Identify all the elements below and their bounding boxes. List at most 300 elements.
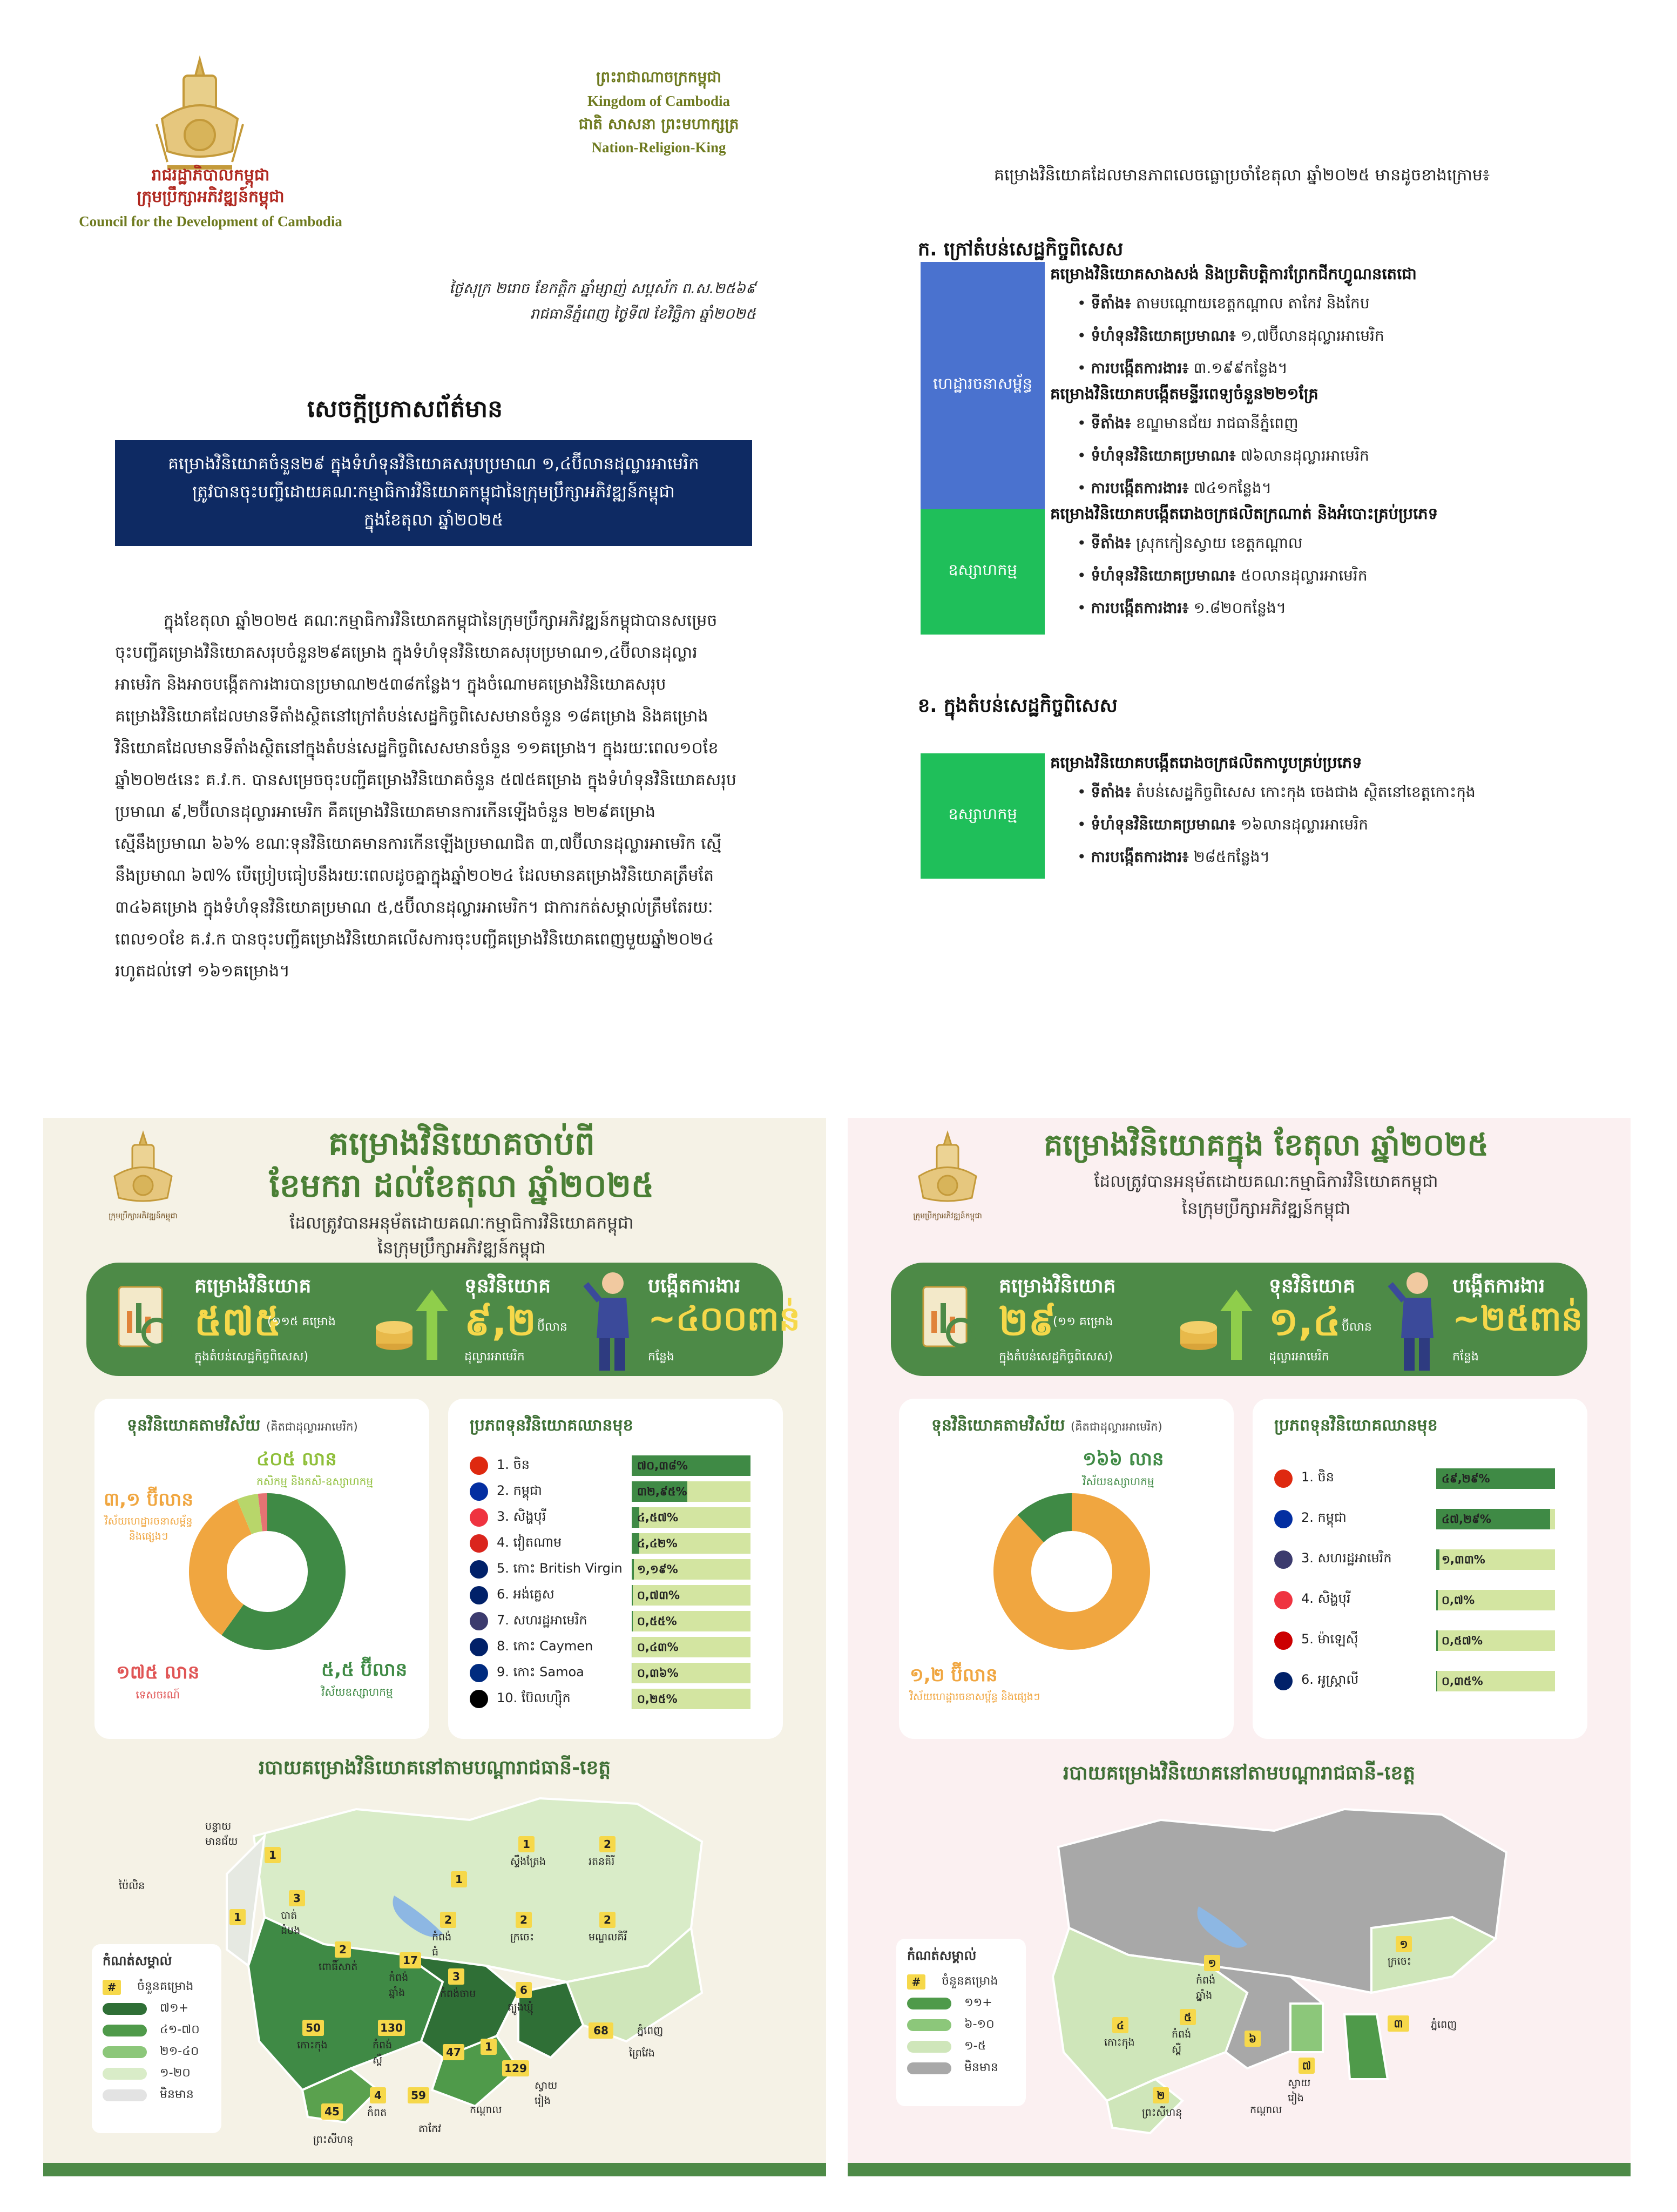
infographic-title-line1: គម្រោងវិនិយោគចាប់ពី [328,1125,595,1163]
body-line: ស្មើនឹងប្រមាណ ៦៦% ខណៈទុនវិនិយោគមានការកើនឡើងប្រមាណជិត ៣,៧ប៊ីលានដុល្លារអាមេរិក ស្មើ [115,834,722,853]
infographic-subtitle-2: នៃក្រុមប្រឹក្សាអភិវឌ្ឍន៍កម្ពុជា [1182,1199,1350,1218]
legend-tag-icon: # [907,1974,925,1990]
project-capital: • ទំហំទុនវិនិយោគប្រមាណ៖ ១៦លានដុល្លារអាមេរិក [1077,815,1368,833]
projects-b-list [1050,753,1622,873]
kingdom-name-kh: ព្រះរាជាណាចក្រកម្ពុជា [596,68,721,86]
sector-unit: (គិតជាដុល្លារអាមេរិក) [266,1420,358,1433]
value-capital: ៧៦លានដុល្លារអាមេរិក [1240,447,1369,464]
value-jobs: ៧៤១កន្លែង។ [1193,479,1272,497]
legend-swatch [103,2068,147,2080]
legend-tag-icon: # [103,1980,121,1995]
sector-card-title [931,1415,1162,1439]
legend-row [103,2020,221,2041]
sector-card-title [127,1415,358,1439]
cambodia-province-map [1020,1798,1539,2144]
share-bar-track [632,1611,750,1631]
legend-label: ចំនួនគម្រោង [942,1974,998,1988]
ranking-title: ប្រភពទុនវិនិយោគឈានមុខ [470,1416,633,1435]
province-name: កំពង់ស្ពឺ [373,2039,393,2066]
body-line: រហូតដល់ទៅ ១៦១គម្រោង។ [115,962,290,981]
body-line: អាមេរិក និងអាចបង្កើតការងារបានប្រមាណ២៥៣៨កន្លែង។ ក្នុងចំណោមគម្រោងវិនិយោគសរុប [115,675,666,694]
jobs-value: ~៤០០ពាន់ [648,1299,801,1338]
capital-label: ទុនវិនិយោគ [464,1275,551,1297]
legend-swatch [103,2003,147,2015]
country-flag-icon [470,1586,488,1604]
body-line: ពេល១០ខែ គ.វ.ក បានចុះបញ្ជីគម្រោងវិនិយោគលើសការចុះបញ្ជីគម្រោងវិនិយោគពេញមួយឆ្នាំ២០២៤ [115,930,714,949]
province-count: 50 [302,2020,324,2036]
legend-label: ១១+ [964,1996,992,2009]
province-count: 47 [443,2044,464,2060]
sector-donut-chart [991,1491,1153,1653]
sector-label-agri [256,1447,373,1491]
date-gregorian: រាជធានីភ្នំពេញ ថ្ងៃទី៧ ខែវិច្ឆិកា ឆ្នាំ២០២៥ [530,306,756,322]
ranking-row [470,1530,772,1556]
legend-title: កំណត់សម្គាល់ [103,1953,172,1968]
capital-label: ទុនវិនិយោគ [1269,1275,1355,1297]
sector-title: ទុនវិនិយោគតាមវិស័យ [931,1416,1065,1435]
share-bar-fill [1436,1671,1437,1691]
share-bar-track [1436,1509,1555,1529]
country-flag-icon [1274,1672,1293,1690]
share-bar-fill [1436,1549,1439,1570]
kingdom-name-en: Kingdom of Cambodia [587,93,731,109]
share-value: ០,៤៣% [637,1641,679,1654]
country-flag-icon [470,1612,488,1630]
province-name: តាកែវ [418,2123,442,2135]
infographic-october [848,1118,1631,2176]
province-count: 17 [400,1952,421,1968]
province-name: ភ្នំពេញ [637,2025,664,2036]
legend-title: កំណត់សម្គាល់ [907,1948,977,1963]
ranking-row [470,1556,772,1582]
project-location: • ទីតាំង៖ ខណ្ឌមានជ័យ រាជធានីភ្នំពេញ [1077,414,1299,432]
capital-note: ដុល្លារអាមេរិក [1269,1350,1329,1364]
country-label: 7. សហរដ្ឋអាមេរិក [497,1612,587,1628]
legend-swatch [103,2089,147,2101]
legend-rows [103,1977,221,2106]
share-bar-track [1436,1671,1555,1691]
document-chart-icon [912,1282,988,1357]
legend-swatch [907,2041,951,2053]
infographic-jan-oct [43,1118,826,2176]
project-jobs: • ការបង្កើតការងារ៖ ២៨៥កន្លែង។ [1077,848,1270,866]
infra-amount: ៣,១ ប៊ីលាន [104,1489,193,1510]
industry-name: វិស័យឧស្សាហកម្ម [321,1685,393,1698]
projects-value: ៥៧៥ [194,1299,282,1344]
share-value: ៧០,៣៨% [637,1459,688,1472]
country-label: 6. អង់គ្លេស [497,1586,555,1602]
jobs-value: ~២៥ពាន់ [1452,1299,1583,1338]
share-bar-track [632,1507,750,1528]
province-name: កណ្តាល [1250,2104,1282,2116]
legend-label: ១-៥ [964,2039,986,2053]
value-location: ខណ្ឌមានជ័យ រាជធានីភ្នំពេញ [1135,414,1299,432]
motto-kh: ជាតិ សាសនា ព្រះមហាក្សត្រ [578,115,739,133]
province-count: 2 [599,1836,616,1852]
province-count: 3 [448,1968,464,1985]
sector-industry-a: ឧស្សាហកម្ម [921,509,1045,635]
province-count: 4 [370,2087,386,2103]
sector-industry-b: ឧស្សាហកម្ម [921,753,1045,879]
ranking-row [1274,1661,1577,1701]
province-count: 2 [516,1912,532,1928]
project-capital: • ទំហំទុនវិនិយោគប្រមាណ៖ ១,៧ប៊ីលានដុល្លារអាមេរិក [1077,327,1384,345]
map-legend [896,1939,1026,2106]
cdc-logo-icon [103,1129,184,1210]
province-count: ២ [1153,2087,1169,2103]
province-count: 2 [335,1941,351,1958]
share-bar-track [1436,1590,1555,1610]
headline-box [115,440,752,546]
legend-label: ១-២០ [160,2066,191,2080]
province-count: 2 [440,1912,456,1928]
country-label: 4. វៀតណាម [497,1534,562,1550]
donut-slice-ទេសចរណ៍ [260,1512,267,1513]
country-flag-icon [470,1690,488,1708]
legend-row [103,2041,221,2063]
footer-bar [43,2163,826,2176]
province-name: ស្វាយរៀង [535,2080,558,2107]
province-count: ១ [1204,1955,1220,1971]
industry-amount: ១៦៦ លាន [1083,1448,1164,1470]
province-count: ៧ [1299,2058,1315,2074]
motto-en: Nation-Religion-King [591,139,726,156]
province-name: កំពង់ធំ [432,1931,452,1958]
province-count: ៤ [1112,2017,1128,2033]
sector-label-industry [321,1658,407,1701]
province-count: ៣ [1388,2015,1409,2032]
document-chart-icon [108,1282,184,1357]
highlights-intro: គម្រោងវិនិយោគដែលមានភាពលេចធ្លោប្រចាំខែតុលា ឆ្នាំ២០២៥ មានដូចខាងក្រោម៖ [993,166,1490,185]
province-count: 3 [289,1890,305,1906]
country-label: 3. សិង្ហបុរី [497,1508,546,1524]
province-name: មណ្ឌលគិរី [589,1931,627,1943]
body-line: ឆ្នាំ២០២៥នេះ គ.វ.ក. បានសម្រេចចុះបញ្ជីគម្រោងវិនិយោគចំនួន ៥៧៥គម្រោង ក្នុងទំហំទុនវិនិយោគសរុប [115,771,736,790]
province-name: កំពង់ឆ្នាំង [1196,1974,1216,2001]
legend-row [103,2063,221,2085]
legend-swatch [907,2062,951,2074]
province-name: កំពង់ឆ្នាំង [389,1972,409,1999]
province-name: កំពង់ស្ពឺ [1172,2028,1192,2055]
projects-note: (១១៥ គម្រោង [267,1315,336,1328]
body-line: ចុះបញ្ជីគម្រោងវិនិយោគសរុបចំនួន២៩គម្រោង ក្នុងទំហំទុនវិនិយោគសរុបប្រមាណ១,៤ប៊ីលានដុល្លារ [115,643,698,662]
project-jobs: • ការបង្កើតការងារ៖ ១.៨២០កន្លែង។ [1077,599,1287,617]
value-location: តាមបណ្តោយខេត្តកណ្តាល តាកែវ និងកែប [1135,294,1370,312]
province-count: 68 [589,2022,613,2039]
infra-name: វិស័យហេដ្ឋារចនាសម្ព័ន្ធ និងផ្សេងៗ [910,1691,1040,1703]
share-bar-fill [632,1559,634,1580]
industry-amount: ៥,៥ ប៊ីលាន [321,1659,408,1681]
province-name: ក្រចេះ [510,1931,535,1943]
share-value: ០,៣៥% [1442,1674,1483,1688]
province-name: កំពង់ចាម [440,1988,476,2000]
project-location: • ទីតាំង៖ តាមបណ្តោយខេត្តកណ្តាល តាកែវ និងកែប [1077,294,1370,312]
project-name: គម្រោងវិនិយោគសាងសង់ និងប្រតិបត្តិការព្រែកជីកហ្វូណនតេជោ [1050,265,1417,283]
share-bar-track [632,1455,750,1476]
country-label: 5. កោះ British Virgin [497,1560,623,1576]
country-label: 1. ចិន [1301,1469,1334,1485]
share-value: ១,៣៣% [1442,1553,1485,1566]
province-name: បន្ទាយមានជ័យ [205,1820,238,1847]
country-flag-icon [470,1664,488,1682]
body-line: វិនិយោគដែលមានទីតាំងស្ថិតនៅក្នុងតំបន់សេដ្ឋកិច្ចពិសេសមានចំនួន ១១គម្រោង។ ក្នុងរយៈពេល១០ខែ [115,739,719,758]
map-svay [1344,2014,1388,2079]
province-name: ព្រះសីហនុ [313,2134,354,2146]
page-title: សេចក្តីប្រកាសព័ត៌មាន [307,395,503,423]
value-capital: ១,៧ប៊ីលានដុល្លារអាមេរិក [1240,327,1384,345]
map-kandal [1290,2004,1323,2052]
sector-infrastructure: ហេដ្ឋារចនាសម្ព័ន្ធ [921,262,1045,509]
share-bar-track [632,1663,750,1683]
share-value: ៤៩,២៩% [1442,1472,1490,1485]
body-line: ៣៤៦គម្រោង ក្នុងទំហំទុនវិនិយោគប្រមាណ ៥,៥ប៊ីលានដុល្លារអាមេរិក។ ជាការកត់សម្គាល់ត្រឹមតែរយៈ [115,898,713,917]
source-ranking-card [1253,1399,1587,1739]
sector-label-tourism [116,1661,199,1704]
share-bar-track [1436,1630,1555,1651]
sector-label-infra [97,1488,200,1545]
body-line: ប្រមាណ ៩,២ប៊ីលានដុល្លារអាមេរិក គឺគម្រោងវិនិយោគមានការកើនឡើងចំនួន ២២៩គម្រោង [115,802,655,821]
ranking-row [1274,1458,1577,1499]
province-name: ពោធិ៍សាត់ [319,1961,358,1973]
legend-row [103,1998,221,2020]
label-location: ទីតាំង៖ [1091,294,1131,312]
body-line: គម្រោងវិនិយោគដែលមានទីតាំងស្ថិតនៅក្រៅតំបន់សេដ្ឋកិច្ចពិសេសមានចំនួន ១៨គម្រោង និងគម្រោង [115,707,708,726]
province-count: 45 [321,2103,343,2120]
country-flag-icon [1274,1469,1293,1488]
ranking-row [1274,1499,1577,1539]
agri-name: កសិកម្ម និងកសិ-ឧស្សាហកម្ម [256,1475,374,1488]
sector-title: ទុនវិនិយោគតាមវិស័យ [127,1416,261,1435]
donut-slice-ឧស្សាហកម្ម [1031,1512,1072,1529]
label-jobs: ការបង្កើតការងារ៖ [1091,848,1189,866]
project-location: • ទីតាំង៖ តំបន់សេដ្ឋកិច្ចពិសេស កោះកុង ចេងជាង ស្ថិតនៅខេត្តកោះកុង [1077,783,1476,801]
province-count: 1 [518,1836,535,1852]
project-name: គម្រោងវិនិយោគបង្កើតមន្ទីរពេទ្យចំនួន២២១គ្រែ [1050,385,1318,403]
country-label: 2. កម្ពុជា [497,1482,542,1498]
province-count: 129 [502,2060,529,2076]
capital-value: ១,៤ [1269,1299,1341,1344]
country-flag-icon [470,1482,488,1501]
province-name: ព្រៃវែង [629,2047,655,2059]
project-name: គម្រោងវិនិយោគបង្កើតរោងចក្រផលិតកាបូបគ្រប់ប្រភេទ [1050,753,1362,772]
sector-label-infra [910,1663,1040,1705]
project-capital: • ទំហំទុនវិនិយោគប្រមាណ៖ ៥០លានដុល្លារអាមេរិក [1077,567,1368,584]
province-count: 1 [265,1847,281,1863]
legend-label: ៧១+ [160,2001,189,2015]
province-count: 130 [378,2020,405,2036]
country-label: 6. អូស្ត្រាលី [1301,1672,1359,1687]
businessman-icon [1388,1268,1447,1373]
donut-slice-ហេដ្ឋារចនាសម្ព័ន្ធ [1012,1512,1131,1631]
press-release-page [0,0,1677,1058]
legend-rows [907,1971,1026,2079]
legend-swatch [103,2046,147,2058]
province-count: ៥ [1180,2009,1196,2025]
infra-name: វិស័យហេដ្ឋារចនាសម្ព័ន្ធ និងផ្សេងៗ [104,1515,193,1542]
label-jobs: ការបង្កើតការងារ៖ [1091,359,1189,377]
infographic-subtitle-1: ដែលត្រូវបានអនុម័តដោយគណៈកម្មាធិការវិនិយោគកម្ពុជា [289,1213,634,1233]
coins-growth-icon [1172,1279,1258,1365]
province-name: ក្រចេះ [1388,1955,1412,1967]
jobs-label: បង្កើតការងារ [1452,1275,1545,1297]
country-label: 4. សិង្ហបុរី [1301,1591,1351,1606]
province-count: 1 [229,1909,246,1925]
projects-note-2: ក្នុងតំបន់សេដ្ឋកិច្ចពិសេស) [999,1350,1113,1364]
tourism-amount: ១៧៥ លាន [116,1662,200,1683]
value-jobs: ៣.១៩៩កន្លែង។ [1193,359,1288,377]
province-count: ១ [1396,1936,1412,1952]
share-bar-track [632,1689,750,1709]
province-name: បាត់ដំបង [281,1910,301,1937]
ranking-row [470,1608,772,1634]
legend-label: ៤១-៧០ [160,2023,200,2036]
share-bar-fill [1436,1630,1438,1651]
value-capital: ១៦លានដុល្លារអាមេរិក [1240,815,1368,833]
country-flag-icon [1274,1550,1293,1569]
infographic-subtitle-2: នៃក្រុមប្រឹក្សាអភិវឌ្ឍន៍កម្ពុជា [377,1238,546,1258]
share-value: ០,៣៦% [637,1667,679,1680]
share-value: ៤៧,២៩% [1442,1512,1491,1526]
country-flag-icon [470,1638,488,1656]
province-name: រតនគិរី [589,1856,615,1867]
country-label: 1. ចិន [497,1456,530,1472]
project-jobs: • ការបង្កើតការងារ៖ ៣.១៩៩កន្លែង។ [1077,359,1288,377]
share-value: ០,៧% [1442,1593,1475,1607]
headline-line-1: គម្រោងវិនិយោគចំនួន២៩ ក្នុងទំហំទុនវិនិយោគសរុបប្រមាណ ១,៤ប៊ីលានដុល្លារអាមេរិក [168,454,699,474]
ranking-list [1274,1458,1577,1701]
province-name: ប៉ៃលិន [119,1880,145,1892]
agri-amount: ៤០៥ លាន [256,1448,337,1470]
country-flag-icon [470,1534,488,1553]
share-value: ០,៥៥% [637,1615,677,1628]
share-value: ១,១៩% [637,1563,678,1576]
sector-unit: (គិតជាដុល្លារអាមេរិក) [1071,1420,1162,1433]
province-name: ភ្នំពេញ [1431,2019,1457,2031]
infographic-subtitle-1: ដែលត្រូវបានអនុម័តដោយគណៈកម្មាធិការវិនិយោគកម្ពុជា [1094,1172,1438,1191]
capital-unit: ប៊ីលាន [537,1320,567,1334]
label-jobs: ការបង្កើតការងារ៖ [1091,599,1189,617]
ranking-row [470,1634,772,1660]
share-bar-track [632,1585,750,1606]
projects-value: ២៩ [999,1299,1056,1344]
share-bar-track [1436,1549,1555,1570]
capital-note: ដុល្លារអាមេរិក [464,1350,525,1364]
share-value: ០,២៥% [637,1692,678,1705]
value-location: តំបន់សេដ្ឋកិច្ចពិសេស កោះកុង ចេងជាង ស្ថិតនៅខេត្តកោះកុង [1135,783,1476,801]
share-bar-track [632,1533,750,1554]
share-value: ០,៥៧% [1442,1634,1483,1647]
label-location: ទីតាំង៖ [1091,414,1131,432]
province-name: ស្ទឹងត្រែង [510,1856,546,1867]
cambodia-province-map [216,1788,734,2139]
body-line: ក្នុងខែតុលា ឆ្នាំ២០២៥ គណៈកម្មាធិការវិនិយោគកម្ពុជានៃក្រុមប្រឹក្សាអភិវឌ្ឍន៍កម្ពុជាបានសម្រេច [164,611,718,630]
label-capital: ទំហំទុនវិនិយោគប្រមាណ៖ [1091,567,1236,584]
infographic-title-line2: ខែមករា ដល់ខែតុលា ឆ្នាំ២០២៥ [269,1167,654,1205]
project-capital: • ទំហំទុនវិនិយោគប្រមាណ៖ ៧៦លានដុល្លារអាមេរិក [1077,447,1369,464]
value-location: ស្រុកកៀនស្វាយ ខេត្តកណ្តាល [1135,534,1303,552]
ranking-row [470,1479,772,1505]
projects-note: (១១ គម្រោង [1053,1315,1113,1328]
legend-label: ៦-១០ [964,2018,995,2031]
footer-bar [848,2163,1631,2176]
jobs-note: កន្លែង [1452,1350,1479,1364]
donut-slice-ហេដ្ឋារចនាសម្ព័ន្ធ [208,1517,244,1620]
value-jobs: ១.៨២០កន្លែង។ [1193,599,1287,617]
province-name: ស្វាយរៀង [1288,2077,1311,2104]
headline-line-2: ត្រូវបានចុះបញ្ជីដោយគណៈកម្មាធិការវិនិយោគកម្ពុជានៃក្រុមប្រឹក្សាអភិវឌ្ឍន៍កម្ពុជា [192,482,675,502]
legend-label: ២១-៤០ [160,2045,199,2058]
label-jobs: ការបង្កើតការងារ៖ [1091,479,1189,497]
ranking-row [1274,1539,1577,1580]
country-label: 8. កោះ Caymen [497,1638,593,1654]
ranking-row [470,1686,772,1712]
headline-line-3: ក្នុងខែតុលា ឆ្នាំ២០២៥ [363,510,504,530]
section-a-heading: ក. ក្រៅតំបន់សេដ្ឋកិច្ចពិសេស [918,239,1124,260]
legend-row [907,1993,1026,2014]
legend-row [907,2014,1026,2036]
cdc-logo-caption: ក្រុមប្រឹក្សាអភិវឌ្ឍន៍កម្ពុជា [913,1212,982,1220]
tourism-name: ទេសចរណ៍ [136,1688,180,1701]
label-location: ទីតាំង៖ [1091,783,1131,801]
projects-note-2: ក្នុងតំបន់សេដ្ឋកិច្ចពិសេស) [194,1350,309,1364]
ranking-row [470,1505,772,1530]
capital-value: ៩,២ [464,1299,536,1344]
province-count: 1 [481,2039,497,2055]
map-title: របាយគម្រោងវិនិយោគនៅតាមបណ្តារាជធានី-ខេត្ត [258,1757,611,1779]
label-capital: ទំហំទុនវិនិយោគប្រមាណ៖ [1091,447,1236,464]
body-paragraph [115,605,752,987]
country-label: 2. កម្ពុជា [1301,1510,1347,1525]
legend-label: មិនមាន [160,2088,194,2101]
country-label: 9. កោះ Samoa [497,1664,584,1680]
summary-banner [891,1263,1587,1376]
royal-crest-icon [146,54,254,184]
legend-swatch [103,2025,147,2036]
ranking-row [470,1660,772,1686]
share-bar-track [632,1637,750,1657]
council-name-kh: ក្រុមប្រឹក្សាអភិវឌ្ឍន៍កម្ពុជា [137,187,285,206]
share-value: ៤,៤២% [637,1537,678,1550]
section-b-heading: ខ. ក្នុងតំបន់សេដ្ឋកិច្ចពិសេស [918,695,1118,717]
province-name: កំពត [367,2107,387,2119]
share-bar-fill [632,1585,633,1606]
date-lunar: ថ្ងៃសុក្រ ២រោច ខែកត្តិក ឆ្នាំម្សាញ់ សប្តស័ក ព.ស.២៥៦៩ [449,280,756,297]
ranking-row [470,1582,772,1608]
cdc-logo-caption: ក្រុមប្រឹក្សាអភិវឌ្ឍន៍កម្ពុជា [109,1212,178,1220]
value-capital: ៥០លានដុល្លារអាមេរិក [1240,567,1368,584]
country-flag-icon [470,1508,488,1527]
map-legend [92,1944,221,2133]
projects-a-list [1050,265,1622,624]
country-flag-icon [1274,1591,1293,1609]
share-value: ៣២,៩៥% [637,1485,687,1498]
ranking-title: ប្រភពទុនវិនិយោគឈានមុខ [1274,1416,1438,1435]
businessman-icon [583,1268,643,1373]
share-bar-track [1436,1468,1555,1489]
donut-slice-កសិកម្ម [244,1513,260,1517]
label-capital: ទំហំទុនវិនិយោគប្រមាណ៖ [1091,815,1236,833]
project-name: គម្រោងវិនិយោគបង្កើតរោងចក្រផលិតក្រណាត់ និងអំបោះគ្រប់ប្រភេទ [1050,504,1438,523]
legend-row [103,2085,221,2106]
jobs-label: បង្កើតការងារ [648,1275,741,1297]
share-bar-track [632,1481,750,1502]
label-capital: ទំហំទុនវិនិយោគប្រមាណ៖ [1091,327,1236,345]
province-count: 59 [408,2087,429,2103]
country-label: 3. សហរដ្ឋអាមេរិក [1301,1550,1392,1566]
government-name-kh: រាជរដ្ឋាភិបាលកម្ពុជា [151,166,270,185]
legend-swatch [907,2019,951,2031]
map-title: របាយគម្រោងវិនិយោគនៅតាមបណ្តារាជធានី-ខេត្ត [1063,1762,1416,1784]
